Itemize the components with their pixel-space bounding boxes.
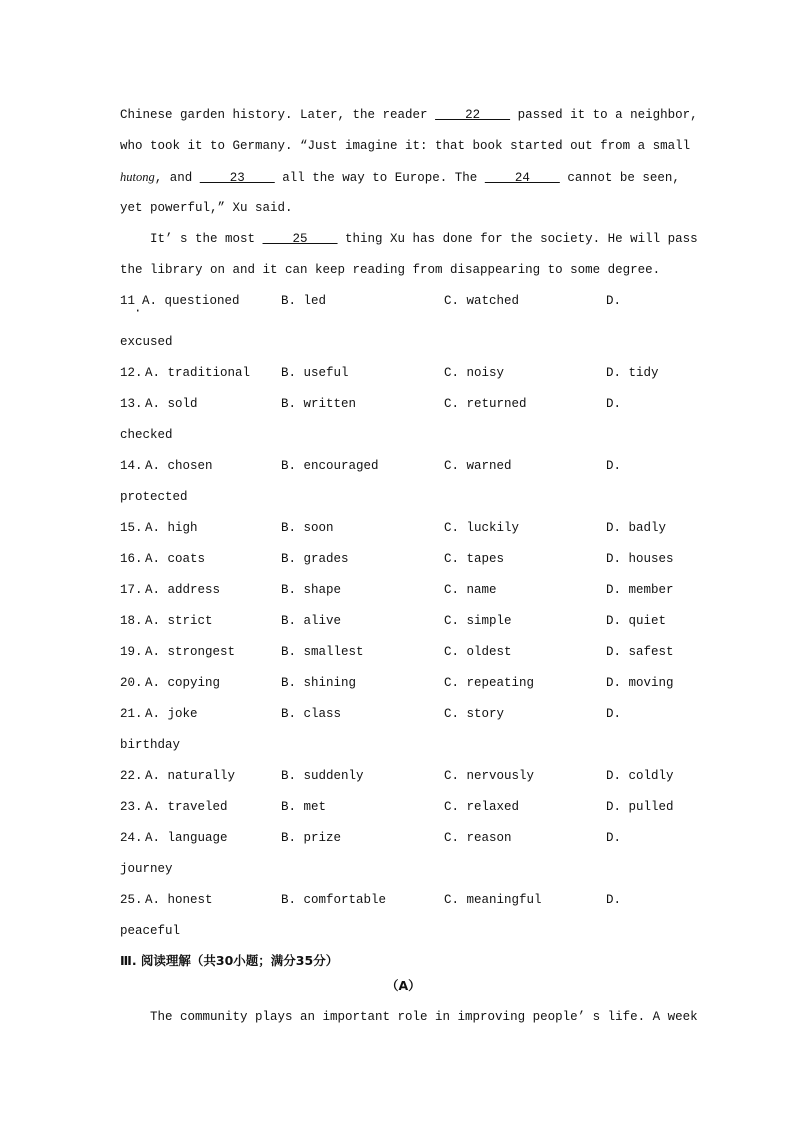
option-c: C. meaningful xyxy=(444,893,542,907)
option-num: 13. xyxy=(120,397,143,411)
option-num: 11 xyxy=(120,294,136,308)
option-c: C. simple xyxy=(444,614,512,628)
option-a: A. traveled xyxy=(145,800,228,814)
option-d: D. quiet xyxy=(606,614,667,628)
text: , and xyxy=(154,171,200,185)
passage-line xyxy=(120,167,680,188)
answer-blank: 25 xyxy=(262,232,338,246)
reading-paragraph: The community plays an important role in improving people’ s life. A week xyxy=(120,1010,698,1024)
option-b: B. useful xyxy=(281,366,349,380)
text: cannot be seen, xyxy=(559,171,680,185)
option-c: C. returned xyxy=(444,397,527,411)
option-num: 21. xyxy=(120,707,143,721)
option-c: C. relaxed xyxy=(444,800,520,814)
option-d: D. xyxy=(606,707,622,721)
option-b: B. met xyxy=(281,800,327,814)
option-d: D. xyxy=(606,893,622,907)
option-d-wrapped: birthday xyxy=(120,738,181,752)
option-b: B. shape xyxy=(281,583,342,597)
option-a: A. address xyxy=(145,583,221,597)
passage-line xyxy=(120,136,690,156)
option-d: D. moving xyxy=(606,676,674,690)
option-d: D. coldly xyxy=(606,769,674,783)
text: the library on and it can keep reading from disappearing to some degree. xyxy=(120,263,661,277)
option-b: B. grades xyxy=(281,552,349,566)
option-a: A. copying xyxy=(145,676,221,690)
option-b: B. class xyxy=(281,707,342,721)
text: passed it to a neighbor, xyxy=(510,108,698,122)
option-c: C. oldest xyxy=(444,645,512,659)
option-c: C. noisy xyxy=(444,366,505,380)
option-d-wrapped: excused xyxy=(120,335,173,349)
option-d: D. xyxy=(606,294,622,308)
section-heading: Ⅲ. 阅读理解（共30小题；满分35分） xyxy=(120,953,339,968)
option-num: 15. xyxy=(120,521,143,535)
option-a: A. traditional xyxy=(145,366,251,380)
passage-line xyxy=(120,105,698,125)
passage-line xyxy=(120,229,698,249)
answer-blank: 24 xyxy=(484,171,560,185)
option-a: A. coats xyxy=(145,552,206,566)
option-num: 25. xyxy=(120,893,143,907)
text: yet powerful,” Xu said. xyxy=(120,201,293,215)
option-num: 16. xyxy=(120,552,143,566)
passage-line xyxy=(120,198,293,218)
option-a: A. honest xyxy=(145,893,213,907)
passage-line xyxy=(120,260,660,280)
option-d: D. tidy xyxy=(606,366,659,380)
option-b: B. smallest xyxy=(281,645,364,659)
text: thing Xu has done for the society. He will pass xyxy=(337,232,698,246)
option-b: B. soon xyxy=(281,521,334,535)
option-a: A. sold xyxy=(145,397,198,411)
answer-blank: 22 xyxy=(435,108,511,122)
option-a: A. strongest xyxy=(145,645,236,659)
option-b: B. led xyxy=(281,294,327,308)
option-b: B. prize xyxy=(281,831,342,845)
option-d: D. xyxy=(606,459,622,473)
option-a: A. joke xyxy=(145,707,198,721)
passage-label: （A） xyxy=(386,978,421,993)
text: all the way to Europe. The xyxy=(274,171,485,185)
option-num: 17. xyxy=(120,583,143,597)
dot-mark: · xyxy=(134,304,142,318)
option-num: 19. xyxy=(120,645,143,659)
option-num: 22. xyxy=(120,769,143,783)
option-c: C. watched xyxy=(444,294,520,308)
option-d-wrapped: journey xyxy=(120,862,173,876)
option-b: B. suddenly xyxy=(281,769,364,783)
option-d-wrapped: peaceful xyxy=(120,924,181,938)
option-a: A. language xyxy=(145,831,228,845)
option-c: C. repeating xyxy=(444,676,535,690)
option-num: 14. xyxy=(120,459,143,473)
option-num: 12. xyxy=(120,366,143,380)
option-a: A. strict xyxy=(145,614,213,628)
option-b: B. written xyxy=(281,397,357,411)
option-a: A. high xyxy=(145,521,198,535)
option-c: C. tapes xyxy=(444,552,505,566)
text: who took it to Germany. “Just imagine it: that book started out from a small xyxy=(120,139,691,153)
option-d: D. xyxy=(606,831,622,845)
option-c: C. story xyxy=(444,707,505,721)
option-c: C. reason xyxy=(444,831,512,845)
option-d: D. badly xyxy=(606,521,667,535)
text: Chinese garden history. Later, the reader xyxy=(120,108,436,122)
option-num: 18. xyxy=(120,614,143,628)
option-c: C. nervously xyxy=(444,769,535,783)
option-c: C. luckily xyxy=(444,521,520,535)
option-a: A. naturally xyxy=(145,769,236,783)
answer-blank: 23 xyxy=(199,171,275,185)
option-d-wrapped: checked xyxy=(120,428,173,442)
option-d-wrapped: protected xyxy=(120,490,188,504)
option-d: D. pulled xyxy=(606,800,674,814)
option-b: B. encouraged xyxy=(281,459,379,473)
option-num: 20. xyxy=(120,676,143,690)
italic-word: hutong xyxy=(120,170,155,184)
option-b: B. comfortable xyxy=(281,893,387,907)
option-d: D. member xyxy=(606,583,674,597)
option-a: A. questioned xyxy=(142,294,240,308)
option-num: 23. xyxy=(120,800,143,814)
text: It’ s the most xyxy=(120,232,263,246)
option-num: 24. xyxy=(120,831,143,845)
option-b: B. alive xyxy=(281,614,342,628)
option-a: A. chosen xyxy=(145,459,213,473)
option-c: C. warned xyxy=(444,459,512,473)
option-d: D. houses xyxy=(606,552,674,566)
option-d: D. xyxy=(606,397,622,411)
option-b: B. shining xyxy=(281,676,357,690)
option-d: D. safest xyxy=(606,645,674,659)
option-c: C. name xyxy=(444,583,497,597)
